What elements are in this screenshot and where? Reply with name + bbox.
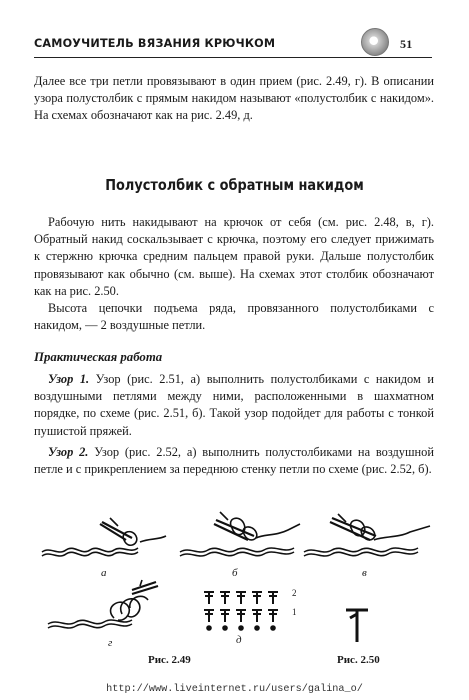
practice-heading: Практическая работа [34,350,163,364]
half-double-crochet-reverse-symbol [342,606,372,646]
figure-label-g: г [108,637,113,649]
section-heading: Полустолбик с обратным накидом [105,176,364,194]
figure-g-illustration [44,578,162,636]
running-header [34,36,434,54]
chart-row-label-1: 1 [292,607,297,617]
intro-paragraph: Далее все три петли провязывают в один прием (рис. 2.49, г). В описании узора полустолбик с прямым накидом называют «полустолбик с накидом». На схемах обозначают как на рис. 2.49, д. [34,74,434,123]
chart-row-1 [204,610,278,622]
chart-base-chain [207,626,275,630]
pattern-2-text: Узор (рис. 2.52, а) выполнить полустолбиками на воздушной петле и с прикреплением за переднюю стенку петли по схеме (рис. 2.52, б). [34,445,434,477]
yarn-ball-icon [361,28,389,56]
caption-fig-2-49: Рис. 2.49 [148,654,191,666]
figure-b-illustration [176,506,306,564]
stitch-chart [200,588,290,632]
figure-label-a: а [101,567,107,579]
figure-label-b: б [232,567,238,579]
pattern-1-paragraph [34,371,434,440]
pattern-1-label: Узор 1. [48,372,90,386]
figure-v-illustration [300,512,434,564]
page-number: 51 [400,37,413,51]
pattern-2-paragraph [34,444,434,478]
section-paragraph-1-text: Рабочую нить накидывают на крючок от себя (см. рис. 2.48, в, г). Обратный накид соскальзывает с крючка, поэтому его следует прижимать к стержню крючка средним пальцем правой руки. Дальше полустолбик провязывают как обычно (см. выше). На схемах этот столбик обозначают как на рис. 2.50. [34,215,434,298]
section-paragraph-2-text: Высота цепочки подъема ряда, провязанного полустолбиками с накидом, — 2 воздушные петли. [34,301,434,333]
chart-row-label-2: 2 [292,588,297,598]
caption-fig-2-50: Рис. 2.50 [337,654,380,666]
header-rule [34,57,432,58]
chart-row-2 [204,592,278,604]
pattern-1-text: Узор (рис. 2.51, а) выполнить полустолбиками с накидом и воздушными петлями между ними, расположенными в шахматном порядке, по схеме (рис. 2.51, б). Такой узор подойдет для работы с тонкой пушистой пряжей. [34,372,434,438]
source-url: http://www.liveinternet.ru/users/galina_o/ [106,684,363,695]
figure-a-illustration [40,512,170,564]
book-title: САМОУЧИТЕЛЬ ВЯЗАНИЯ КРЮЧКОМ [34,37,276,50]
pattern-2-label: Узор 2. [48,445,89,459]
figure-label-v: в [362,567,367,579]
figure-label-d: д [236,634,242,646]
section-paragraph-2 [34,300,434,334]
section-paragraph-1 [34,214,434,300]
